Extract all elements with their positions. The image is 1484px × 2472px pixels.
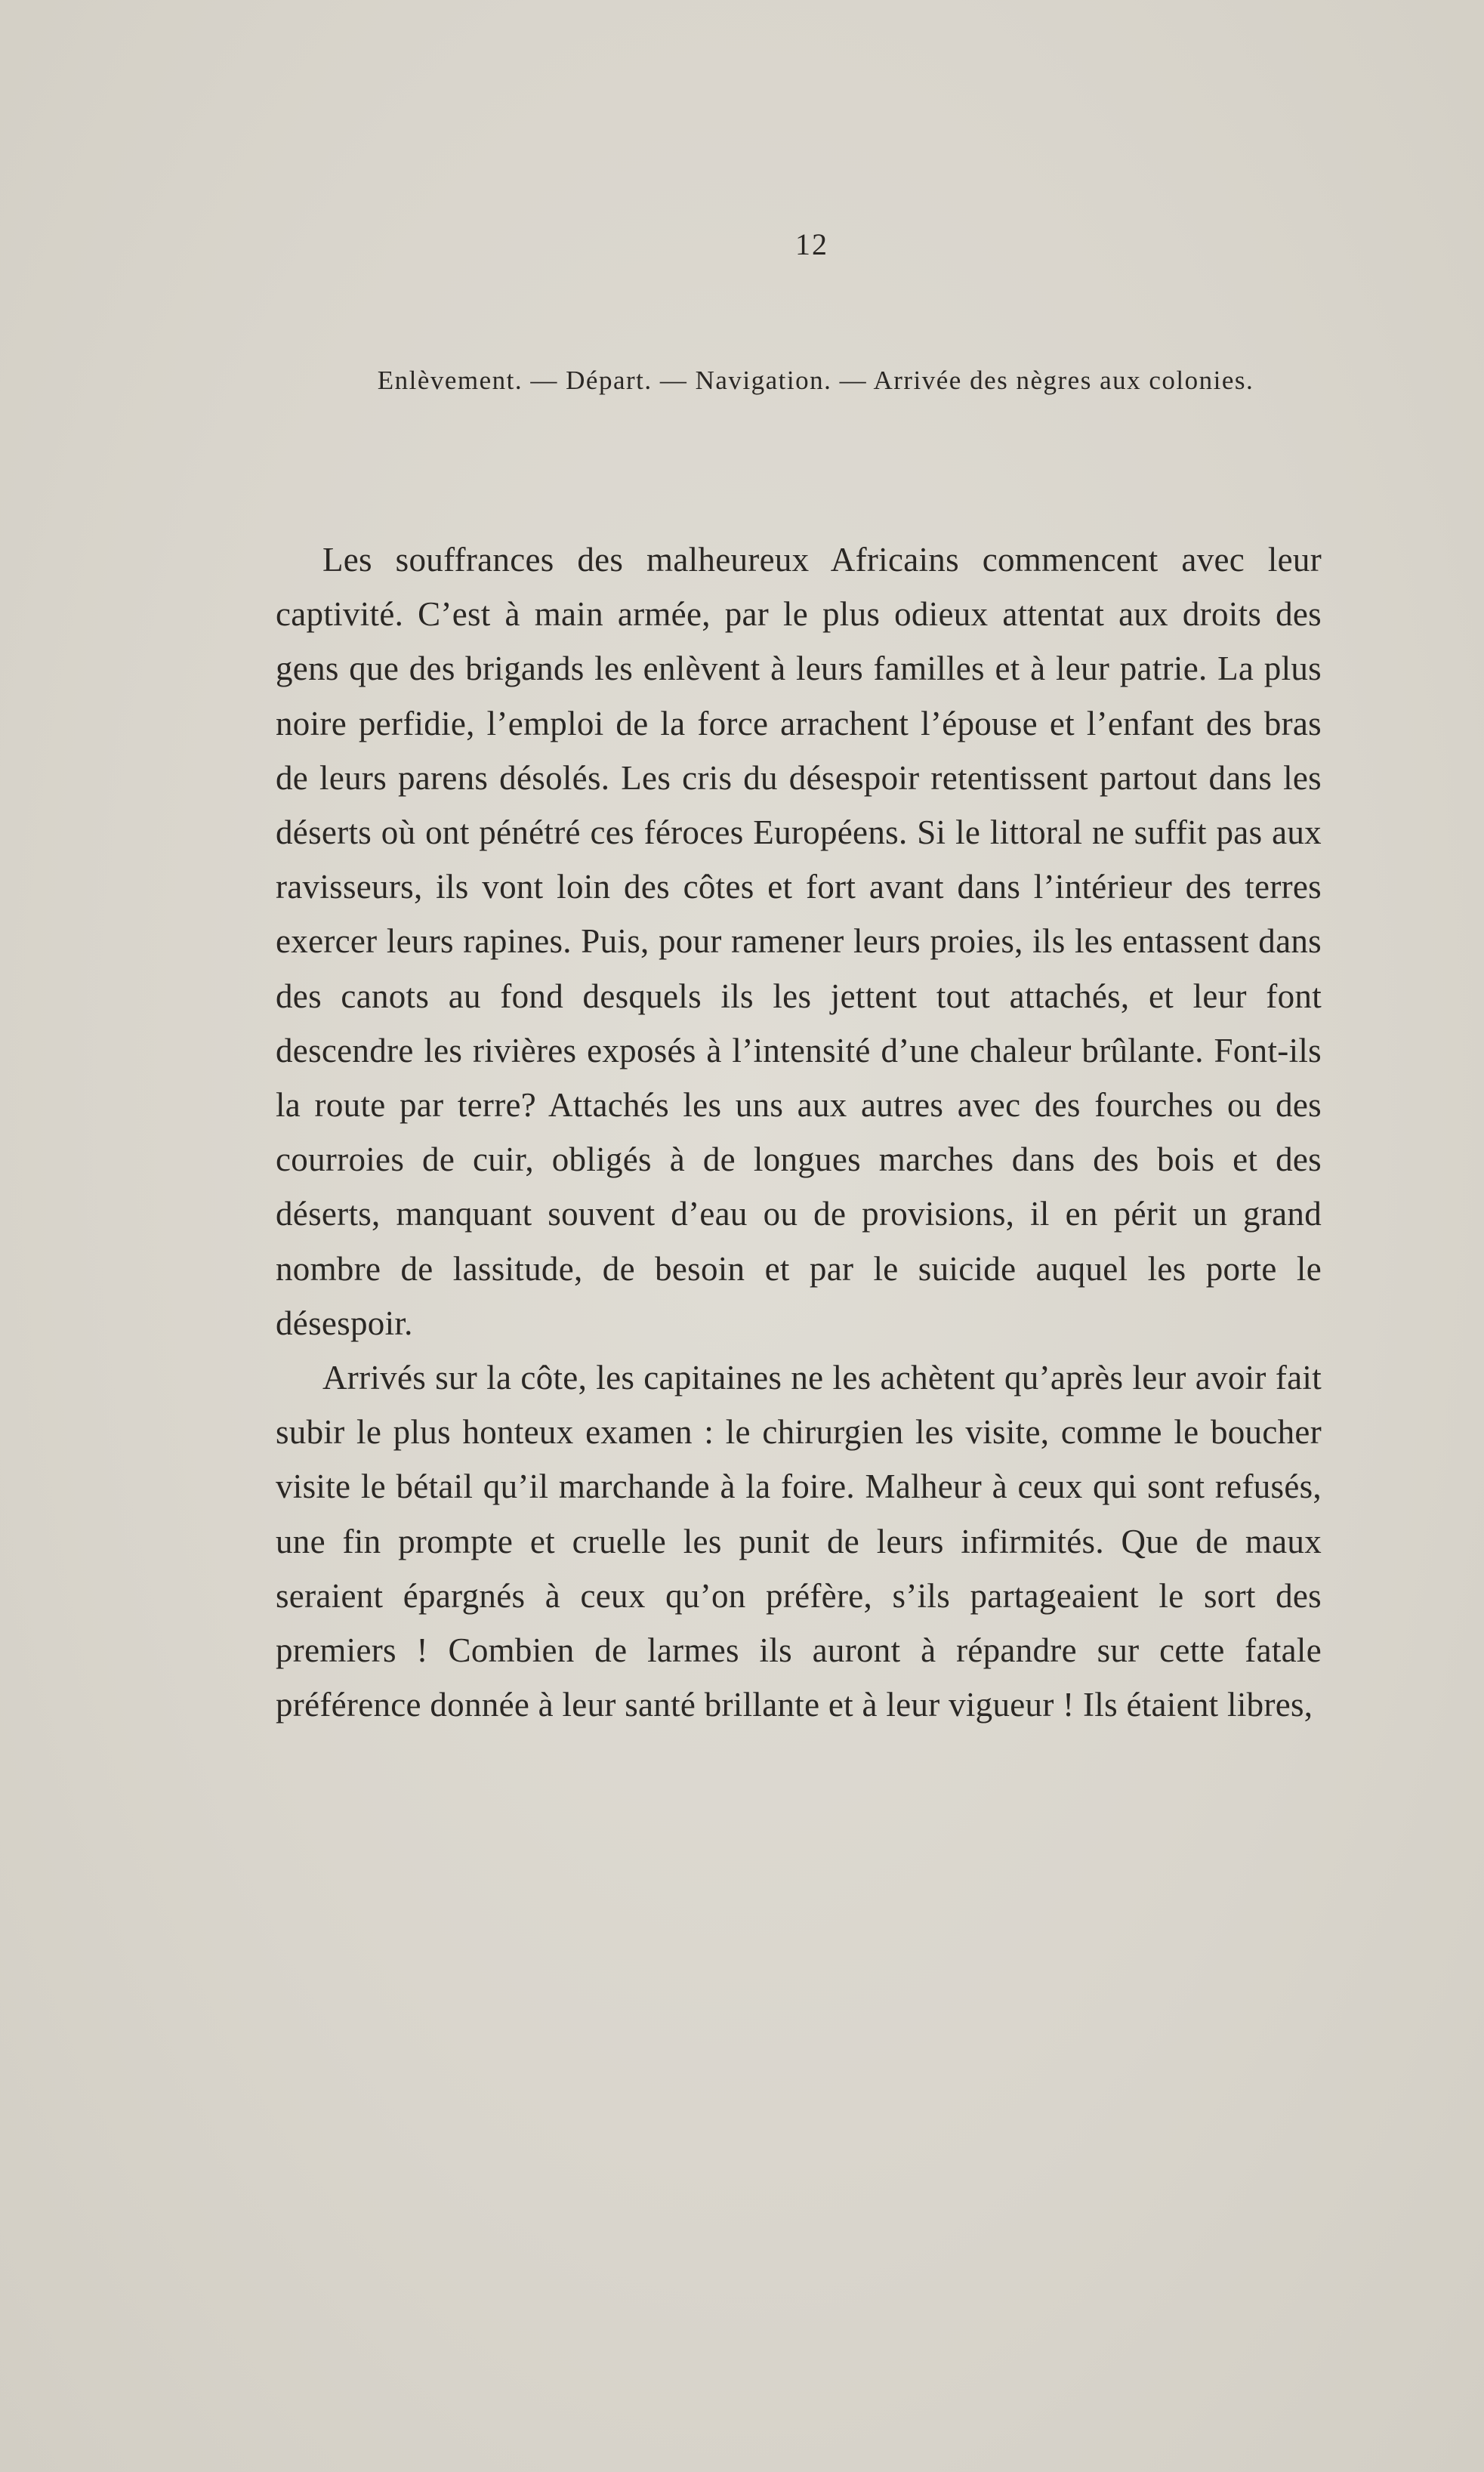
paragraph: Arrivés sur la côte, les capitaines ne les achètent qu’après leur avoir fait subir le plus honteux examen : le chirurgien les visite, comme le boucher visite le bétail qu’il marchande à la foire. Malheur à ceux qui sont refusés, une fin prompte et cruelle les punit de leurs infirmités. Que de maux seraient épargnés à ceux qu’on préfère, s’ils partageaient le sort des premiers ! Combien de larmes ils auront à répandre sur cette fatale préférence donnée à leur santé brillante et à leur vigueur ! Ils étaient libres, <box>276 1359 1322 1724</box>
page-number: 12 <box>795 227 828 261</box>
paragraph: Les souffrances des malheureux Africains commencent avec leur captivité. C’est à main armée, par le plus odieux attentat aux droits des gens que des brigands les enlèvent à leurs familles et à leur patrie. La plus noire perfidie, l’emploi de la force arrachent l’épouse et l’enfant des bras de leurs parens désolés. Les cris du désespoir retentissent partout dans les déserts où ont pénétré ces féroces Européens. Si le littoral ne suffit pas aux ravisseurs, ils vont loin des côtes et fort avant dans l’intérieur des terres exercer leurs rapines. Puis, pour ramener leurs proies, ils les entassent dans des canots au fond desquels ils les jettent tout attachés, et leur font descendre les rivières exposés à l’intensité d’une chaleur brûlante. Font-ils la route par terre? Attachés les uns aux autres avec des fourches ou des courroies de cuir, obligés à de longues marches dans des bois et des déserts, manquant souvent d’eau ou de provisions, il en périt un grand nombre de lassitude, de besoin et par le suicide auquel les porte le désespoir. <box>276 541 1322 1342</box>
chapter-summary: Enlèvement. — Départ. — Navigation. — Arrivée des nègres aux colonies. <box>377 366 1254 395</box>
body-text <box>276 532 1322 1732</box>
